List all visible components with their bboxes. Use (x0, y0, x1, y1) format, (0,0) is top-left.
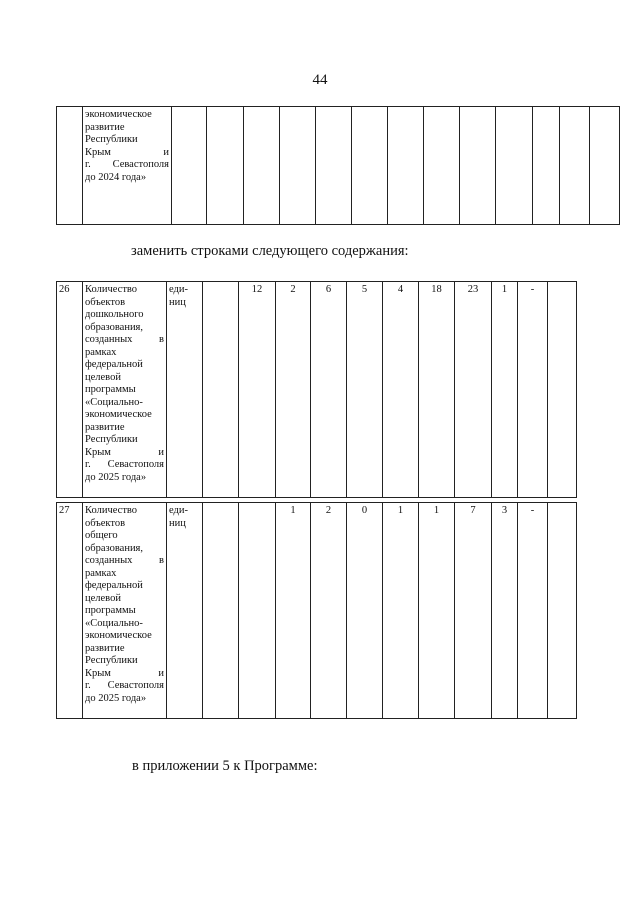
value-cell: - (518, 282, 548, 498)
desc-line: и (158, 667, 164, 679)
top-table-fragment (56, 106, 620, 225)
unit-line: еди- (169, 284, 188, 295)
replace-caption: заменить строками следующего содержания: (131, 243, 409, 259)
desc-line: Севастополя (107, 459, 164, 470)
value-cell (203, 503, 239, 719)
desc-line: Республики (85, 134, 138, 145)
desc-line: объектов (85, 517, 126, 529)
desc-line: «Социально- (85, 396, 143, 408)
desc-line: экономическое (85, 109, 152, 120)
value-cell (239, 503, 276, 719)
value-cell: 2 (311, 503, 347, 719)
desc-line: общего (85, 530, 118, 541)
value-cell: 4 (383, 282, 419, 498)
row-unit (167, 503, 203, 719)
value-cell: 23 (455, 282, 492, 498)
desc-line: созданных (85, 555, 133, 566)
desc-line: федеральной (85, 359, 143, 370)
desc-line: Севастополя (107, 680, 164, 691)
desc-line: Крым (85, 667, 111, 679)
unit-line: еди- (169, 505, 188, 516)
indicator-table-row-26 (56, 281, 577, 498)
row-unit (167, 282, 203, 498)
desc-line: г. (85, 159, 91, 170)
indicator-table-row-27 (56, 502, 577, 719)
row-number: 26 (57, 282, 83, 498)
desc-line: до 2024 года» (85, 171, 147, 183)
value-cell: 18 (419, 282, 455, 498)
unit-line: ниц (169, 296, 186, 308)
desc-line: в (159, 334, 164, 345)
value-cell: 1 (419, 503, 455, 719)
desc-line: программы (85, 384, 136, 395)
desc-line: до 2025 года» (85, 471, 147, 483)
desc-line: до 2025 года» (85, 692, 147, 704)
desc-line: целевой (85, 592, 121, 604)
desc-line: федеральной (85, 580, 143, 591)
desc-line: г. (85, 680, 91, 691)
desc-line: объектов (85, 296, 126, 308)
value-cell: 1 (276, 503, 311, 719)
top-description-cell (83, 107, 172, 225)
desc-line: Крым (85, 446, 111, 458)
value-cell: 12 (239, 282, 276, 498)
appendix-caption: в приложении 5 к Программе: (132, 758, 318, 774)
desc-line: образования, (85, 321, 144, 333)
value-cell: - (518, 503, 548, 719)
desc-line: рамках (85, 567, 117, 579)
desc-line: рамках (85, 346, 117, 358)
desc-line: и (158, 446, 164, 458)
desc-line: г. (85, 459, 91, 470)
value-cell (203, 282, 239, 498)
desc-line: развитие (85, 642, 125, 654)
value-cell (548, 503, 577, 719)
desc-line: Количество (85, 505, 138, 516)
value-cell: 1 (383, 503, 419, 719)
row-number: 27 (57, 503, 83, 719)
desc-line: Республики (85, 434, 138, 445)
desc-line: Республики (85, 655, 138, 666)
desc-line: и (163, 146, 169, 158)
row-description (83, 503, 167, 719)
page-number: 44 (312, 72, 328, 88)
desc-line: «Социально- (85, 617, 143, 629)
desc-line: созданных (85, 334, 133, 345)
top-number-cell (57, 107, 83, 225)
value-cell: 0 (347, 503, 383, 719)
value-cell: 3 (492, 503, 518, 719)
value-cell: 7 (455, 503, 492, 719)
row-description (83, 282, 167, 498)
desc-line: Количество (85, 284, 138, 295)
desc-line: Крым (85, 146, 111, 158)
value-cell: 1 (492, 282, 518, 498)
desc-line: развитие (85, 421, 125, 433)
desc-line: экономическое (85, 630, 152, 641)
desc-line: программы (85, 605, 136, 616)
desc-line: развитие (85, 121, 125, 133)
desc-line: в (159, 555, 164, 566)
desc-line: экономическое (85, 409, 152, 420)
unit-line: ниц (169, 517, 186, 529)
value-cell: 6 (311, 282, 347, 498)
value-cell: 2 (276, 282, 311, 498)
desc-line: дошкольного (85, 309, 144, 320)
desc-line: Севастополя (112, 159, 169, 170)
desc-line: образования, (85, 542, 144, 554)
value-cell: 5 (347, 282, 383, 498)
desc-line: целевой (85, 371, 121, 383)
value-cell (548, 282, 577, 498)
